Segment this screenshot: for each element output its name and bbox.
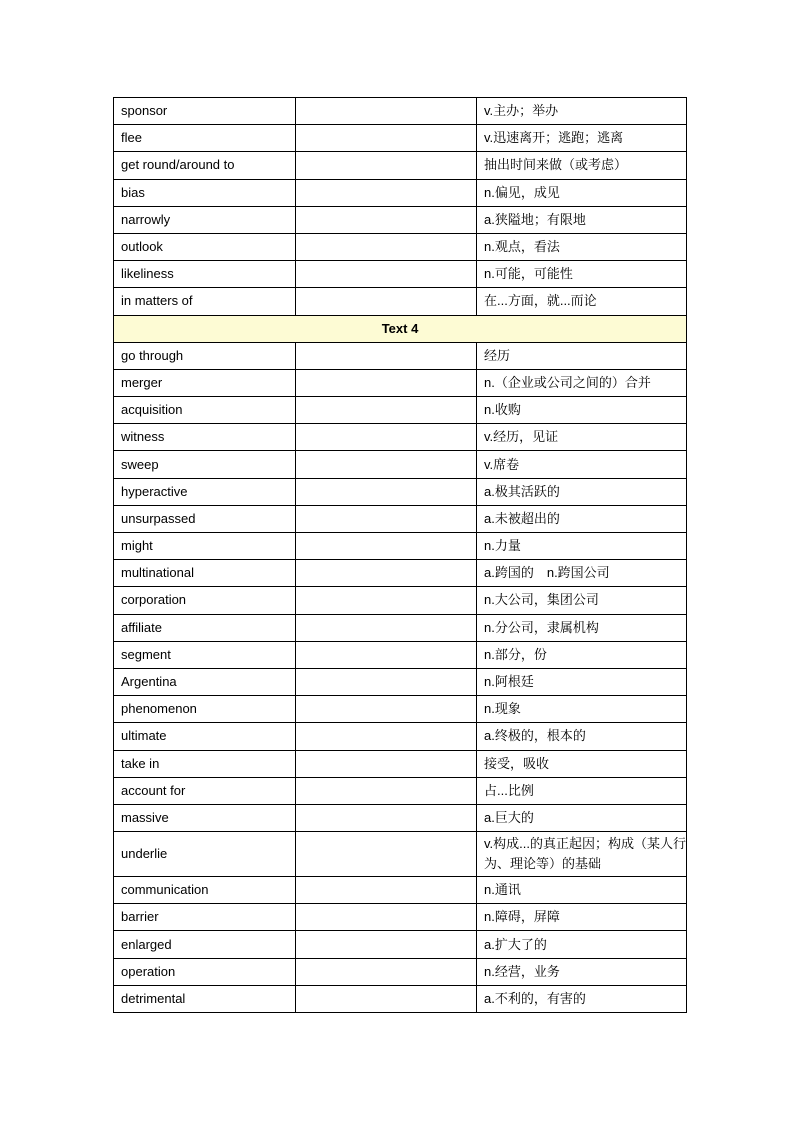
blank-cell bbox=[296, 533, 477, 560]
word-cell: go through bbox=[114, 342, 296, 369]
definition-cell: a.巨大的 bbox=[477, 804, 687, 831]
table-row bbox=[114, 288, 687, 315]
word-cell: outlook bbox=[114, 233, 296, 260]
word-cell: segment bbox=[114, 641, 296, 668]
table-row bbox=[114, 832, 687, 877]
blank-cell bbox=[296, 958, 477, 985]
blank-cell bbox=[296, 342, 477, 369]
table-row bbox=[114, 125, 687, 152]
word-cell: likeliness bbox=[114, 261, 296, 288]
word-cell: unsurpassed bbox=[114, 505, 296, 532]
definition-cell: n.部分，份 bbox=[477, 641, 687, 668]
blank-cell bbox=[296, 804, 477, 831]
section-header-row bbox=[114, 315, 687, 342]
blank-cell bbox=[296, 668, 477, 695]
word-cell: affiliate bbox=[114, 614, 296, 641]
word-cell: sponsor bbox=[114, 98, 296, 125]
word-cell: barrier bbox=[114, 904, 296, 931]
definition-cell: a.终极的，根本的 bbox=[477, 723, 687, 750]
table-row bbox=[114, 668, 687, 695]
word-cell: witness bbox=[114, 424, 296, 451]
blank-cell bbox=[296, 832, 477, 877]
blank-cell bbox=[296, 696, 477, 723]
definition-cell: v.主办；举办 bbox=[477, 98, 687, 125]
blank-cell bbox=[296, 98, 477, 125]
table-row bbox=[114, 478, 687, 505]
table-row bbox=[114, 505, 687, 532]
blank-cell bbox=[296, 179, 477, 206]
word-cell: massive bbox=[114, 804, 296, 831]
table-row bbox=[114, 777, 687, 804]
table-row bbox=[114, 587, 687, 614]
definition-cell: a.极其活跃的 bbox=[477, 478, 687, 505]
definition-cell: a.未被超出的 bbox=[477, 505, 687, 532]
table-row bbox=[114, 152, 687, 179]
word-cell: merger bbox=[114, 369, 296, 396]
blank-cell bbox=[296, 397, 477, 424]
definition-cell: n.经营，业务 bbox=[477, 958, 687, 985]
blank-cell bbox=[296, 877, 477, 904]
table-row bbox=[114, 424, 687, 451]
definition-cell: n.偏见，成见 bbox=[477, 179, 687, 206]
definition-cell: a.跨国的 n.跨国公司 bbox=[477, 560, 687, 587]
definition-cell: n.可能，可能性 bbox=[477, 261, 687, 288]
blank-cell bbox=[296, 904, 477, 931]
blank-cell bbox=[296, 288, 477, 315]
blank-cell bbox=[296, 478, 477, 505]
definition-cell: n.（企业或公司之间的）合并 bbox=[477, 369, 687, 396]
table-row bbox=[114, 342, 687, 369]
word-cell: enlarged bbox=[114, 931, 296, 958]
definition-cell: n.大公司，集团公司 bbox=[477, 587, 687, 614]
definition-cell: 经历 bbox=[477, 342, 687, 369]
word-cell: might bbox=[114, 533, 296, 560]
table-row bbox=[114, 641, 687, 668]
definition-cell: 在...方面，就...而论 bbox=[477, 288, 687, 315]
definition-cell: v.迅速离开；逃跑；逃离 bbox=[477, 125, 687, 152]
word-cell: underlie bbox=[114, 832, 296, 877]
word-cell: acquisition bbox=[114, 397, 296, 424]
word-cell: in matters of bbox=[114, 288, 296, 315]
blank-cell bbox=[296, 125, 477, 152]
word-cell: communication bbox=[114, 877, 296, 904]
definition-cell: n.分公司，隶属机构 bbox=[477, 614, 687, 641]
definition-cell: n.通讯 bbox=[477, 877, 687, 904]
word-cell: operation bbox=[114, 958, 296, 985]
blank-cell bbox=[296, 206, 477, 233]
table-row bbox=[114, 98, 687, 125]
table-row bbox=[114, 877, 687, 904]
word-cell: sweep bbox=[114, 451, 296, 478]
blank-cell bbox=[296, 451, 477, 478]
table-row bbox=[114, 560, 687, 587]
word-cell: corporation bbox=[114, 587, 296, 614]
definition-cell: n.阿根廷 bbox=[477, 668, 687, 695]
table-row bbox=[114, 206, 687, 233]
word-cell: detrimental bbox=[114, 985, 296, 1012]
word-cell: ultimate bbox=[114, 723, 296, 750]
table-row bbox=[114, 233, 687, 260]
word-cell: hyperactive bbox=[114, 478, 296, 505]
word-cell: take in bbox=[114, 750, 296, 777]
blank-cell bbox=[296, 424, 477, 451]
definition-cell: v.席卷 bbox=[477, 451, 687, 478]
table-row bbox=[114, 451, 687, 478]
blank-cell bbox=[296, 233, 477, 260]
definition-cell: a.扩大了的 bbox=[477, 931, 687, 958]
word-cell: phenomenon bbox=[114, 696, 296, 723]
word-cell: multinational bbox=[114, 560, 296, 587]
blank-cell bbox=[296, 587, 477, 614]
vocabulary-table bbox=[113, 97, 687, 1013]
table-row bbox=[114, 696, 687, 723]
section-title: Text 4 bbox=[114, 315, 687, 342]
table-row bbox=[114, 614, 687, 641]
word-cell: narrowly bbox=[114, 206, 296, 233]
blank-cell bbox=[296, 777, 477, 804]
table-row bbox=[114, 750, 687, 777]
table-row bbox=[114, 931, 687, 958]
definition-cell: v.构成...的真正起因；构成（某人行为、理论等）的基础 bbox=[477, 832, 687, 877]
definition-cell: n.障碍，屏障 bbox=[477, 904, 687, 931]
blank-cell bbox=[296, 750, 477, 777]
table-row bbox=[114, 904, 687, 931]
word-cell: Argentina bbox=[114, 668, 296, 695]
definition-cell: n.观点，看法 bbox=[477, 233, 687, 260]
table-row bbox=[114, 958, 687, 985]
blank-cell bbox=[296, 931, 477, 958]
definition-cell: a.狭隘地；有限地 bbox=[477, 206, 687, 233]
definition-cell: n.现象 bbox=[477, 696, 687, 723]
definition-cell: 接受，吸收 bbox=[477, 750, 687, 777]
definition-cell: v.经历，见证 bbox=[477, 424, 687, 451]
word-cell: account for bbox=[114, 777, 296, 804]
table-row bbox=[114, 261, 687, 288]
blank-cell bbox=[296, 560, 477, 587]
table-row bbox=[114, 179, 687, 206]
table-row bbox=[114, 804, 687, 831]
definition-cell: n.收购 bbox=[477, 397, 687, 424]
table-row bbox=[114, 397, 687, 424]
blank-cell bbox=[296, 261, 477, 288]
table-row bbox=[114, 723, 687, 750]
blank-cell bbox=[296, 614, 477, 641]
table-row bbox=[114, 533, 687, 560]
blank-cell bbox=[296, 505, 477, 532]
blank-cell bbox=[296, 152, 477, 179]
blank-cell bbox=[296, 641, 477, 668]
table-row bbox=[114, 369, 687, 396]
definition-cell: n.力量 bbox=[477, 533, 687, 560]
definition-cell: 占...比例 bbox=[477, 777, 687, 804]
word-cell: bias bbox=[114, 179, 296, 206]
blank-cell bbox=[296, 723, 477, 750]
definition-cell: a.不利的，有害的 bbox=[477, 985, 687, 1012]
definition-cell: 抽出时间来做（或考虑） bbox=[477, 152, 687, 179]
blank-cell bbox=[296, 369, 477, 396]
table-row bbox=[114, 985, 687, 1012]
blank-cell bbox=[296, 985, 477, 1012]
word-cell: get round/around to bbox=[114, 152, 296, 179]
word-cell: flee bbox=[114, 125, 296, 152]
